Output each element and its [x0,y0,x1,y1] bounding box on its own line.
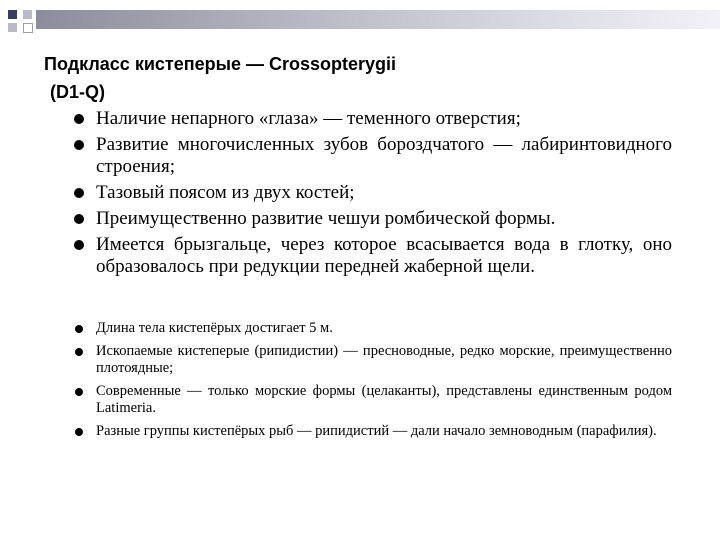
main-bullet-list [74,108,672,282]
list-item [74,182,672,204]
decor-square-icon [23,23,33,33]
title-line-1: Подкласс кистеперые — Crossopterygii [44,54,397,74]
list-item [74,208,672,230]
bullet-icon [75,325,83,333]
list-item [74,343,672,377]
list-item-text: Современные — только морские формы (целаканты), представлены единственным родом Latimeria. [96,383,672,416]
bullet-icon [74,114,84,124]
decor-square-icon [23,10,32,19]
list-item-text: Развитие многочисленных зубов бороздчатого — лабиринтовидного строения; [96,134,672,177]
list-item-text: Ископаемые кистеперые (рипидистии) — пресноводные, редко морские, преимущественно плотоядные; [96,343,672,376]
bullet-icon [75,428,83,436]
list-item-text: Наличие непарного «глаза» — теменного отверстия; [96,108,521,129]
list-item-text: Длина тела кистепёрых достигает 5 м. [96,320,333,336]
header-gradient-bar [36,10,720,29]
bullet-icon [74,140,84,150]
bullet-icon [74,188,84,198]
decor-square-icon [8,10,17,19]
list-item-text: Имеется брызгальце, через которое всасывается вода в глотку, оно образовалось при редукции передней жаберной щели. [96,234,672,277]
title-line-2: (D1-Q) [50,82,105,102]
bullet-icon [74,214,84,224]
list-item [74,383,672,417]
list-item-text: Разные группы кистепёрых рыб — рипидистий — дали начало земноводным (парафилия). [96,423,657,439]
slide-title [44,50,396,106]
list-item [74,108,672,130]
secondary-bullet-list [74,320,672,446]
decor-square-icon [8,23,17,32]
bullet-icon [74,240,84,250]
list-item [74,134,672,178]
bullet-icon [75,348,83,356]
list-item [74,320,672,337]
list-item-text: Тазовый поясом из двух костей; [96,182,355,203]
list-item [74,234,672,278]
list-item [74,423,672,440]
list-item-text: Преимущественно развитие чешуи ромбической формы. [96,208,556,229]
bullet-icon [75,388,83,396]
